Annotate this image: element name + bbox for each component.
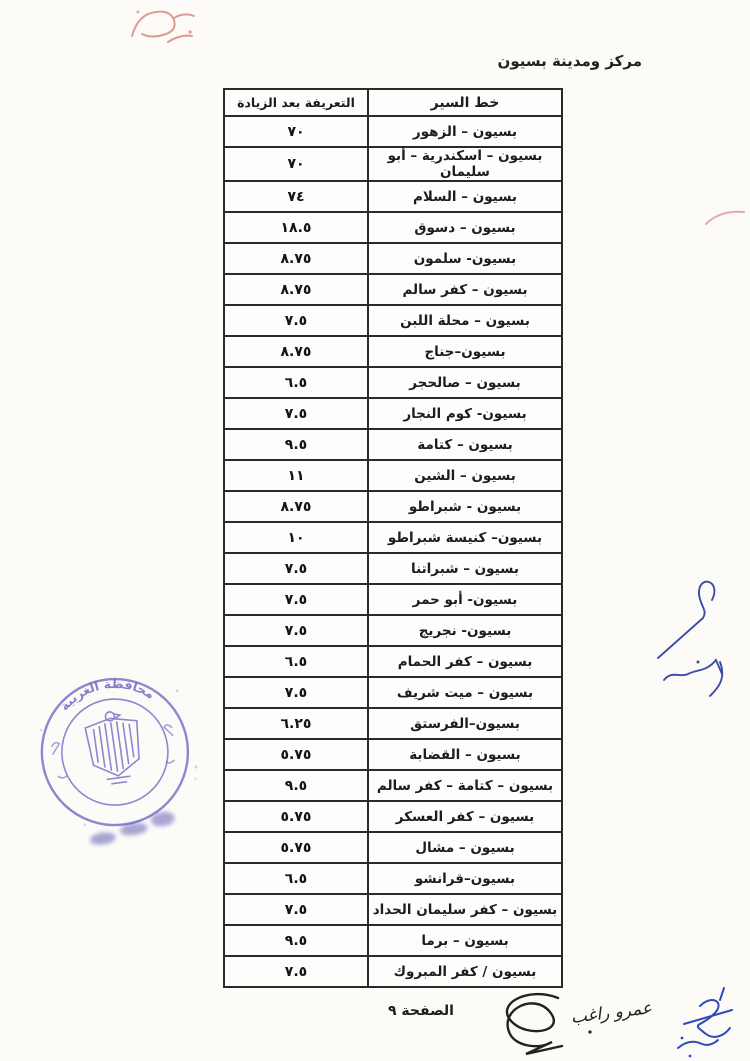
route-cell: بسيون – السلام	[368, 181, 562, 212]
page-title: مركز ومدينة بسيون	[497, 52, 642, 70]
fare-table-row	[224, 646, 562, 677]
route-cell: بسيون – مشال	[368, 832, 562, 863]
tariff-cell: ٩.٥	[224, 429, 368, 460]
black-signature	[470, 988, 660, 1060]
blue-sig-hook-stroke	[710, 662, 722, 696]
fare-table-row	[224, 305, 562, 336]
tariff-cell: ٧.٥	[224, 894, 368, 925]
fare-table-row	[224, 398, 562, 429]
fare-table	[223, 88, 563, 988]
corner-sig-dot1	[681, 1037, 684, 1040]
fare-table-row	[224, 243, 562, 274]
corner-sig-cross	[684, 1010, 732, 1024]
route-cell: بسيون–الفرستق	[368, 708, 562, 739]
tariff-cell: ٨.٧٥	[224, 491, 368, 522]
corner-sig-underline	[678, 1040, 718, 1048]
route-cell: بسيون- نجريج	[368, 615, 562, 646]
fare-table-row	[224, 956, 562, 987]
corner-sig-dot2	[689, 1055, 692, 1058]
fare-table-row	[224, 553, 562, 584]
fare-table-row	[224, 274, 562, 305]
fare-table-row	[224, 894, 562, 925]
fare-table-row	[224, 212, 562, 243]
fare-table-row	[224, 708, 562, 739]
smudged-ink-marks	[87, 810, 176, 846]
tariff-cell: ١١	[224, 460, 368, 491]
route-cell: بسيون – الشين	[368, 460, 562, 491]
route-cell: بسيون – شبراتنا	[368, 553, 562, 584]
route-cell: بسيون – برما	[368, 925, 562, 956]
tariff-cell: ٧.٥	[224, 677, 368, 708]
route-cell: بسيون - شبراطو	[368, 491, 562, 522]
route-cell: بسيون – كفر سالم	[368, 274, 562, 305]
table-header-row	[224, 89, 562, 116]
tariff-cell: ٩.٥	[224, 770, 368, 801]
fare-table-row	[224, 832, 562, 863]
fare-table-row	[224, 491, 562, 522]
tariff-cell: ٨.٧٥	[224, 274, 368, 305]
fare-table-row	[224, 770, 562, 801]
fare-table-row	[224, 925, 562, 956]
route-cell: بسيون – القضابة	[368, 739, 562, 770]
fare-table-row	[224, 677, 562, 708]
fare-table-row	[224, 522, 562, 553]
stamp-arc-text: محافظة الغربية	[56, 675, 158, 714]
tariff-cell: ٥.٧٥	[224, 739, 368, 770]
red-ink-stamp-mark	[124, 2, 204, 54]
route-cell: بسيون – كتامة	[368, 429, 562, 460]
page-number: الصفحة ٩	[388, 1003, 454, 1019]
route-cell: بسيون – الزهور	[368, 116, 562, 147]
route-cell: بسيون – اسكندرية – أبو سليمان	[368, 147, 562, 181]
tariff-cell: ١٨.٥	[224, 212, 368, 243]
tariff-cell: ١٠	[224, 522, 368, 553]
tariff-cell: ٨.٧٥	[224, 336, 368, 367]
fare-table-row	[224, 367, 562, 398]
route-cell: بسيون–قرانشو	[368, 863, 562, 894]
eagle-emblem-icon	[84, 708, 145, 786]
route-cell: بسيون – محلة اللبن	[368, 305, 562, 336]
fare-table-row	[224, 863, 562, 894]
route-cell: بسيون – ميت شريف	[368, 677, 562, 708]
tariff-cell: ٦.٥	[224, 646, 368, 677]
tariff-cell: ٦.٥	[224, 367, 368, 398]
blue-sig-loop-stroke	[658, 582, 714, 658]
fare-table-row	[224, 181, 562, 212]
blue-sig-dot	[697, 661, 700, 664]
fare-table-row	[224, 116, 562, 147]
route-cell: بسيون – كتامة – كفر سالم	[368, 770, 562, 801]
corner-sig-tick	[720, 988, 724, 1000]
signature-dot	[588, 1030, 591, 1033]
tariff-cell: ٦.٥	[224, 863, 368, 894]
fare-table-row	[224, 460, 562, 491]
stamp-side-marks	[51, 724, 177, 778]
route-cell: بسيون- كوم النجار	[368, 398, 562, 429]
handwritten-name: عمرو راغب	[569, 998, 654, 1028]
fare-table-row	[224, 739, 562, 770]
route-cell: بسيون – دسوق	[368, 212, 562, 243]
tariff-cell: ٨.٧٥	[224, 243, 368, 274]
red-ink-edge-mark	[700, 202, 750, 234]
fare-table-body	[224, 116, 562, 987]
route-cell: بسيون – كفر العسكر	[368, 801, 562, 832]
fare-table-row	[224, 147, 562, 181]
tariff-cell: ٧٤	[224, 181, 368, 212]
tariff-cell: ٥.٧٥	[224, 801, 368, 832]
route-cell: بسيون – صالحجر	[368, 367, 562, 398]
route-cell: بسيون – كفر الحمام	[368, 646, 562, 677]
fare-table-row	[224, 336, 562, 367]
tariff-cell: ٧.٥	[224, 615, 368, 646]
route-column-header: خط السير	[368, 89, 562, 116]
tariff-cell: ٦.٢٥	[224, 708, 368, 739]
tariff-cell: ٧٠	[224, 116, 368, 147]
tariff-cell: ٧.٥	[224, 553, 368, 584]
tariff-cell: ٧.٥	[224, 305, 368, 336]
blue-signature-right-margin	[640, 558, 750, 703]
tariff-cell: ٧٠	[224, 147, 368, 181]
route-cell: بسيون / كفر المبروك	[368, 956, 562, 987]
route-cell: بسيون – كفر سليمان الحداد	[368, 894, 562, 925]
fare-table-row	[224, 801, 562, 832]
route-cell: بسيون– كنيسة شبراطو	[368, 522, 562, 553]
official-round-stamp	[13, 648, 219, 871]
tariff-cell: ٩.٥	[224, 925, 368, 956]
tariff-cell: ٥.٧٥	[224, 832, 368, 863]
fare-table-row	[224, 429, 562, 460]
route-cell: بسيون- سلمون	[368, 243, 562, 274]
fare-table-row	[224, 584, 562, 615]
tariff-cell: ٧.٥	[224, 584, 368, 615]
tariff-column-header: التعريفة بعد الزيادة	[224, 89, 368, 116]
blue-signature-bottom-corner	[666, 980, 750, 1061]
tariff-cell: ٧.٥	[224, 956, 368, 987]
route-cell: بسيون–جناج	[368, 336, 562, 367]
blue-sig-word-stroke	[664, 660, 722, 680]
tariff-cell: ٧.٥	[224, 398, 368, 429]
fare-table-row	[224, 615, 562, 646]
signature-flourish	[507, 994, 562, 1054]
route-cell: بسيون- أبو حمر	[368, 584, 562, 615]
